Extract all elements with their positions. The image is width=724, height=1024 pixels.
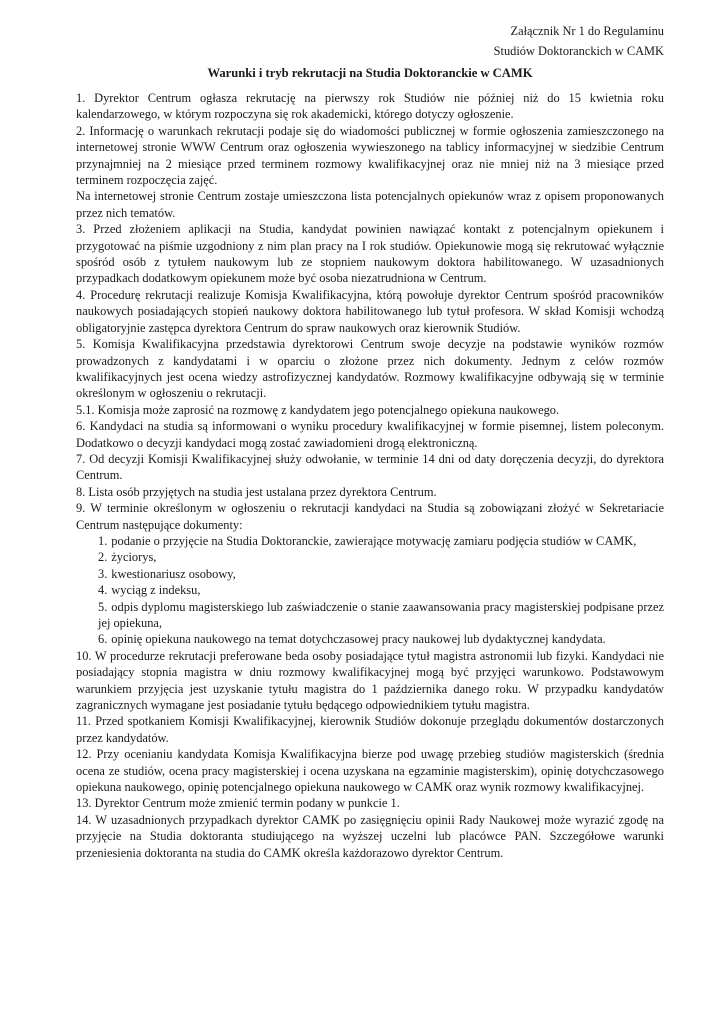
paragraph-14: 14. W uzasadnionych przypadkach dyrektor CAMK po zasięgnięciu opinii Rady Naukowej może wyrazić zgodę na przyjęcie na Studia doktoranta studiującego na wyższej uczelni lub placówce PAN. Szczegółowe warunki przeniesienia doktoranta na studia do CAMK określa każdorazowo dyrektor Centrum. <box>76 812 664 860</box>
paragraph-2: 2. Informację o warunkach rekrutacji podaje się do wiadomości publicznej w formie ogłoszenia zamieszczonego na internetowej stronie WWW Centrum oraz ogłoszenia wywieszonego na tablicy informacyjnej w siedzibie Centrum przynajmniej na 2 miesiące przed terminem rozmowy kwalifikacyjnej oraz nie mniej niż na 3 miesiące przed terminem rozpoczęcia zajęć. <box>76 123 664 188</box>
document-body <box>76 90 664 861</box>
paragraph-9: 9. W terminie określonym w ogłoszeniu o rekrutacji kandydaci na Studia są zobowiązani złożyć w Sekretariacie Centrum następujące dokumenty: <box>76 501 664 532</box>
paragraph-7: 7. Od decyzji Komisji Kwalifikacyjnej służy odwołanie, w terminie 14 dni od daty doręczenia decyzji, do dyrektora Centrum. <box>76 451 664 483</box>
paragraph-11: 11. Przed spotkaniem Komisji Kwalifikacyjnej, kierownik Studiów dokonuje przeglądu dokumentów dostarczonych przez kandydatów. <box>76 714 664 745</box>
paragraph-6: 6. Kandydaci na studia są informowani o wyniku procedury kwalifikacyjnej w formie pisemnej, listem poleconym. Dodatkowo o decyzji kandydaci mogą zostać zawiadomieni drogą elektroniczną. <box>76 419 664 450</box>
paragraph-13: 13. Dyrektor Centrum może zmienić termin podany w punkcie 1. <box>76 796 400 811</box>
paragraph-1: 1. Dyrektor Centrum ogłasza rekrutację na pierwszy rok Studiów nie później niż do 15 kwietnia roku kalendarzowego, w którym rozpoczyna się rok akademicki, którego dotyczy ogłoszenie. <box>76 91 664 122</box>
list-item: 4. wyciąg z indeksu, <box>98 583 201 598</box>
attachment-header <box>494 22 664 61</box>
header-line-2: Studiów Doktoranckich w CAMK <box>493 43 664 58</box>
list-item: 1. podanie o przyjęcie na Studia Doktoranckie, zawierające motywację zamiaru podjęcia studiów w CAMK, <box>98 533 637 548</box>
paragraph-3: 3. Przed złożeniem aplikacji na Studia, kandydat powinien nawiązać kontakt z potencjalnym opiekunem i przygotować na piśmie uzgodniony z nim plan pracy na I rok studiów. Opiekunowie mogą się rekrutować wyłącznie spośród osób z tytułem naukowym lub ze stopniem naukowym doktora habilitowanego. W uzasadnionych przypadkach dodatkowym opiekunem może być osoba niezatrudniona w Centrum. <box>76 222 664 286</box>
paragraph-12: 12. Przy ocenianiu kandydata Komisja Kwalifikacyjna bierze pod uwagę przebieg studiów magisterskich (średnia ocena ze studiów, ocena pracy magisterskiej i ocena uzyskana na egzaminie magisterskim), opinię dotychczasowego opiekuna naukowego, opinię potencjalnego opiekuna naukowego w CAMK oraz wynik rozmowy kwalifikacyjnej. <box>76 747 664 795</box>
paragraph-2-note: Na internetowej stronie Centrum zostaje umieszczona lista potencjalnych opiekunów wraz z opisem proponowanych przez nich tematów. <box>76 189 664 220</box>
paragraph-8: 8. Lista osób przyjętych na studia jest ustalana przez dyrektora Centrum. <box>76 484 437 499</box>
required-documents-list <box>76 533 664 648</box>
header-line-1: Załącznik Nr 1 do Regulaminu <box>510 24 664 38</box>
paragraph-5-1: 5.1. Komisja może zaprosić na rozmowę z kandydatem jego potencjalnego opiekuna naukowego. <box>76 402 560 417</box>
paragraph-5: 5. Komisja Kwalifikacyjna przedstawia dyrektorowi Centrum swoje decyzje na podstawie wyników rozmów prowadzonych z kandydatami i w oparciu o złożone przez nich dokumenty. Jednym z celów rozmów kwalifikacyjnych jest ocena wiedzy astrofizycznej kandydatów. Rozmowy kwalifikacyjne odbywają się w terminie określonym w ogłoszeniu o rekrutacji. <box>76 337 664 401</box>
list-item: 2. życiorys, <box>98 550 157 565</box>
paragraph-10: 10. W procedurze rekrutacji preferowane beda osoby posiadające tytuł magistra astronomii lub fizyki. Kandydaci nie posiadający stopnia magistra w dniu rozmowy kwalifikacyjnej mogą być przyjęci warunkowo. Podstawowym warunkiem przyjęcia jest uzyskanie tytułu magistra do 1 października danego roku. W przypadku kandydatów zagranicznych wymagane jest posiadanie tytułu będącego odpowiednikiem tytułu magistra. <box>76 648 664 713</box>
list-item: 3. kwestionariusz osobowy, <box>98 566 236 581</box>
paragraph-4: 4. Procedurę rekrutacji realizuje Komisja Kwalifikacyjna, którą powołuje dyrektor Centrum spośród pracowników naukowych posiadających stopień naukowy doktora habilitowanego lub tytuł profesora. W skład Komisji wchodzą obligatoryjnie zastępca dyrektora Centrum do spraw naukowych oraz kierownik Studiów. <box>76 287 664 335</box>
list-item: 6. opinię opiekuna naukowego na temat dotychczasowej pracy naukowej lub dydaktycznej kandydata. <box>98 632 606 647</box>
list-item: 5. odpis dyplomu magisterskiego lub zaświadczenie o stanie zaawansowania pracy magisterskiej podpisane przez jej opiekuna, <box>98 599 664 630</box>
document-title: Warunki i tryb rekrutacji na Studia Doktoranckie w CAMK <box>207 66 533 80</box>
